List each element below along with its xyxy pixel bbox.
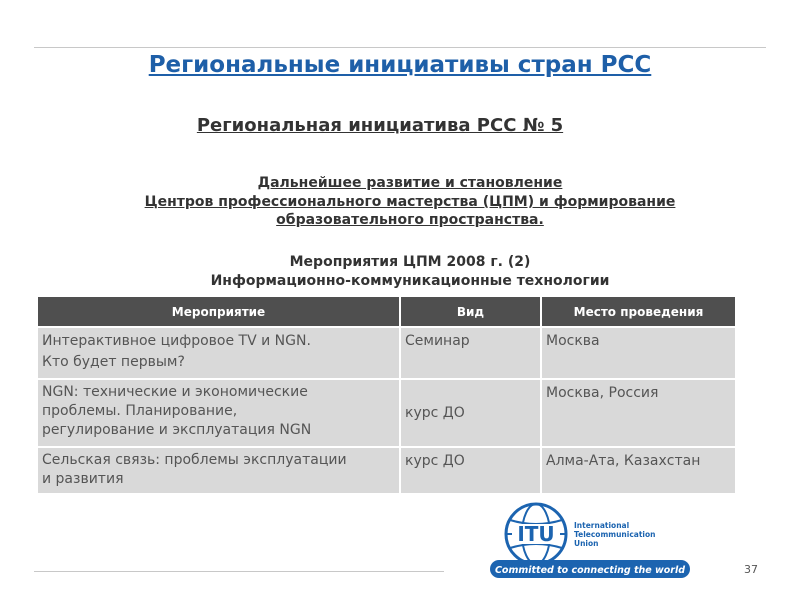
- logo-name-line: Union: [574, 539, 599, 548]
- event-text-line: NGN: технические и экономические: [42, 384, 308, 400]
- type-cell: курс ДО: [400, 447, 541, 493]
- event-text-line: Интерактивное цифровое TV и NGN.: [42, 333, 311, 349]
- logo-tagline: Committed to connecting the world: [494, 565, 686, 576]
- event-text-line: регулирование и эксплуатация NGN: [42, 422, 312, 438]
- place-cell: Алма-Ата, Казахстан: [541, 447, 735, 493]
- event-text-line: проблемы. Планирование,: [42, 403, 238, 419]
- event-text-line: и развития: [42, 471, 124, 487]
- table-header-row: [38, 297, 735, 327]
- itu-logo: [490, 500, 722, 580]
- events-table: [38, 297, 735, 493]
- top-divider: [34, 47, 766, 48]
- table-row: [38, 327, 735, 379]
- column-header-type: Вид: [400, 297, 541, 327]
- events-heading-line-1: Мероприятия ЦПМ 2008 г. (2): [289, 254, 531, 270]
- column-header-event: Мероприятие: [38, 297, 400, 327]
- place-cell: Москва, Россия: [541, 379, 735, 447]
- type-cell: Семинар: [400, 327, 541, 379]
- event-cell: [38, 327, 400, 379]
- place-cell: Москва: [541, 327, 735, 379]
- table-row: [38, 447, 735, 493]
- bottom-divider: [34, 571, 444, 572]
- event-text-line: Кто будет первым?: [42, 354, 185, 370]
- column-header-place: Место проведения: [541, 297, 735, 327]
- event-cell: [38, 447, 400, 493]
- table-row: [38, 379, 735, 447]
- intro-line-2: Центров профессионального мастерства (ЦПМ) и формирование: [144, 194, 676, 210]
- intro-line-1: Дальнейшее развитие и становление: [257, 175, 563, 191]
- slide-title: Региональные инициативы стран РСС: [148, 52, 652, 78]
- type-cell: курс ДО: [400, 379, 541, 447]
- slide-subtitle: Региональная инициатива РСС № 5: [196, 115, 564, 136]
- logo-name-line: Telecommunication: [574, 530, 656, 539]
- event-cell: [38, 379, 400, 447]
- event-text-line: Сельская связь: проблемы эксплуатации: [42, 452, 347, 468]
- page-number: 37: [744, 563, 758, 576]
- logo-name-line: International: [574, 521, 630, 530]
- intro-line-3: образовательного пространства.: [276, 212, 544, 228]
- events-heading-line-2: Информационно-коммуникационные технологии: [210, 273, 610, 289]
- logo-mark: ITU: [517, 522, 555, 546]
